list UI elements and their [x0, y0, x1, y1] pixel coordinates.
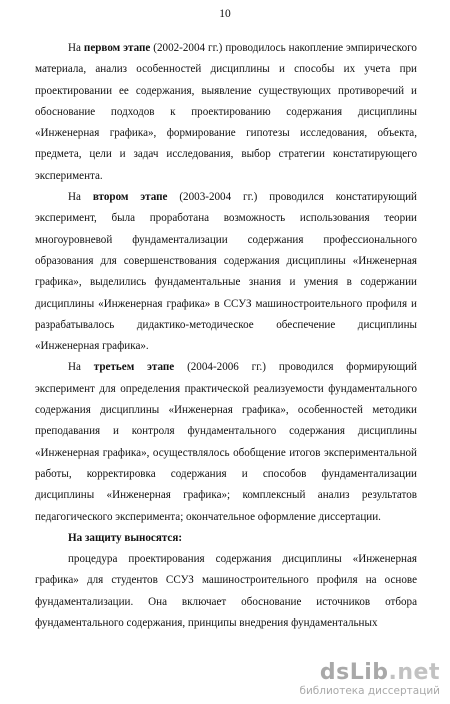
stage-one-text: (2002-2004 гг.) проводилось накопление эмпирического материала, анализ особенностей дисциплины и способы их учета при проектировании ее содержания, выявление существующих противоречий и обоснование подходов к проектированию содержания дисциплины «Инженерная графика», формирование гипотезы исследования, объекта, предмета, цели и задач исследования, выбор стратегии констатирующего эксперимента.	[35, 42, 417, 182]
watermark-logo	[299, 661, 440, 685]
watermark-tld: .net	[388, 660, 440, 685]
stage-one-paragraph	[35, 38, 417, 187]
stage-three-prefix: На	[68, 361, 94, 374]
watermark	[299, 661, 440, 698]
page-number: 10	[219, 8, 231, 20]
stage-three-text: (2004-2006 гг.) проводился формирующий эксперимент для определения практической реализуемости фундаментального содержания дисциплины «Инженерная графика», особенностей методики преподавания и контроля фундаментального содержания дисциплины «Инженерная графика», осуществлялось обобщение итогов экспериментальной работы, корректировка содержания и способов фундаментализации дисциплины «Инженерная графика»; комплексный анализ результатов педагогического эксперимента; окончательное оформление диссертации.	[35, 361, 417, 523]
stage-three-paragraph	[35, 357, 417, 527]
stage-two-label: втором этапе	[92, 191, 168, 204]
watermark-name: dsLib	[319, 660, 389, 685]
stage-two-text: (2003-2004 гг.) проводился констатирующий эксперимент, была проработана возможность использования теории многоуровневой фундаментализации содержания профессионального образования для совершенствования содержания дисциплины «Инженерная графика», выделились фундаментальные знания и умения в содержании дисциплины «Инженерная графика» в ССУЗ машиностроительного профиля и разрабатывалось дидактико-методическое обеспечение дисциплины «Инженерная графика».	[35, 191, 417, 353]
stage-two-paragraph	[35, 187, 417, 357]
defense-heading: На защиту выносятся:	[68, 531, 183, 544]
defense-paragraph: процедура проектирования содержания дисциплины «Инженерная графика» для студентов ССУЗ машиностроительного профиля на основе фундаментализации. Она включает обоснование источников отбора фундаментального содержания, принципы внедрения фундаментальных	[35, 553, 417, 630]
stage-one-label: первом этапе	[83, 42, 151, 54]
document-body	[35, 38, 417, 634]
stage-one-prefix: На	[68, 42, 84, 54]
watermark-caption: библиотека диссертаций	[299, 685, 440, 697]
stage-two-prefix: На	[68, 191, 93, 204]
stage-three-label: третьем этапе	[93, 361, 175, 374]
